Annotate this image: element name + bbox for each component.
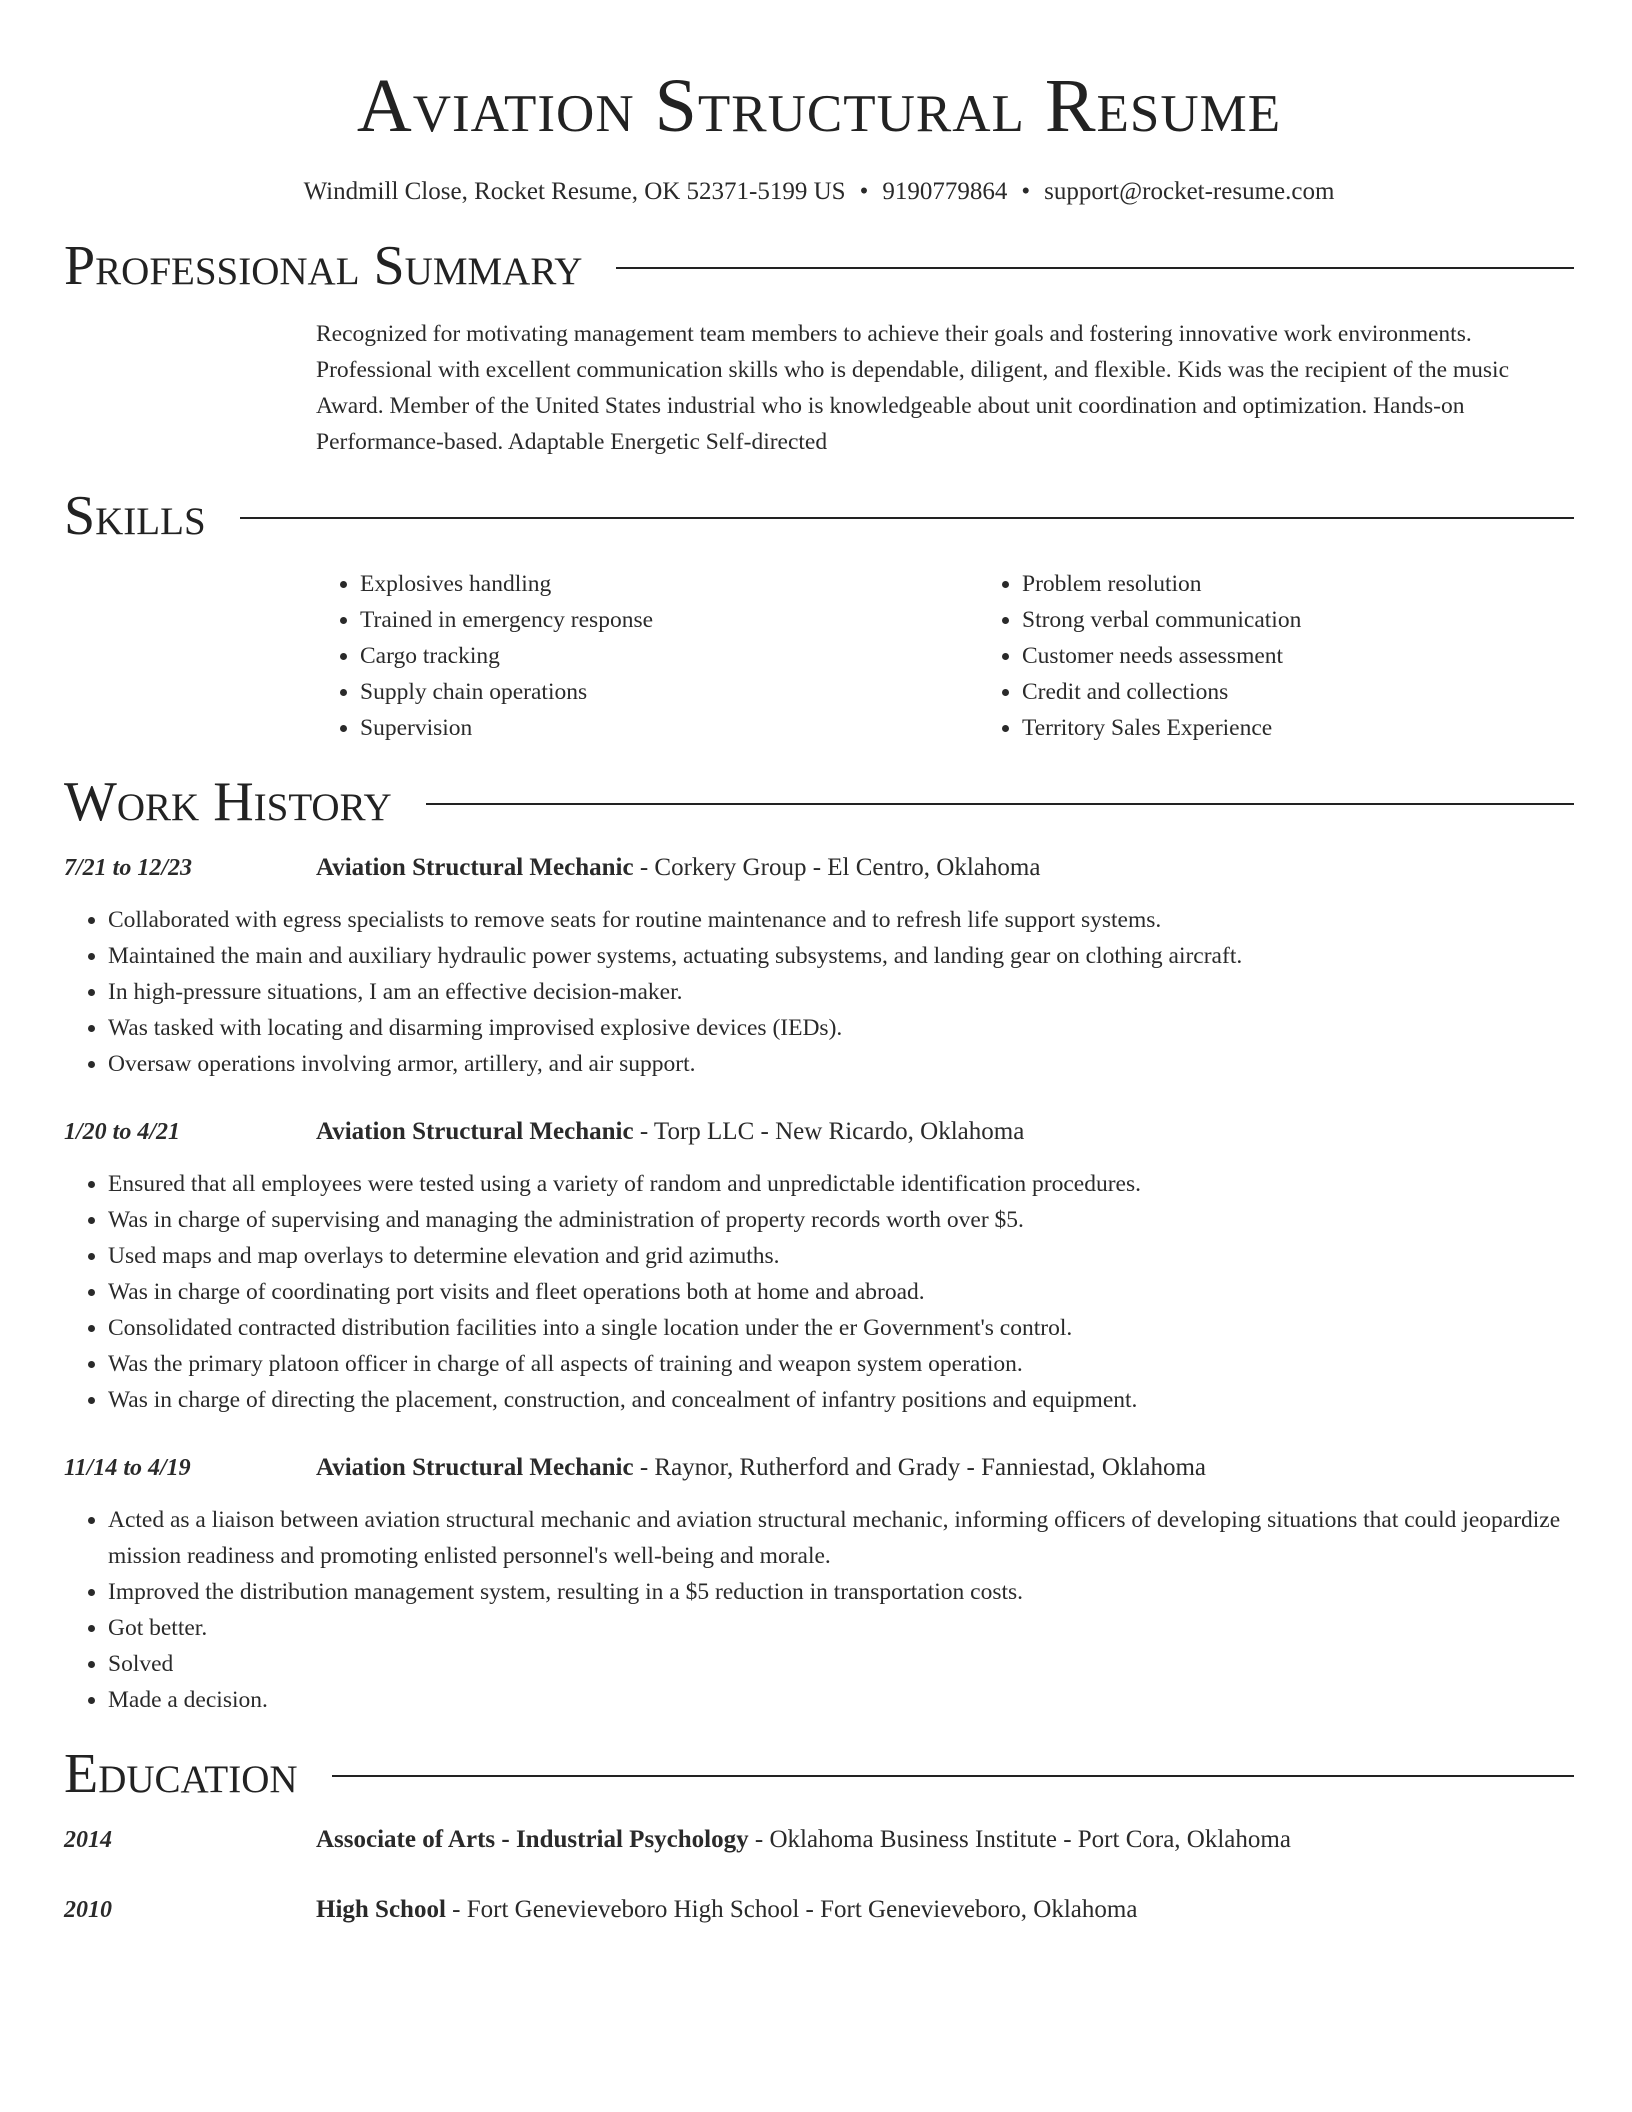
job-bullet: • Was the primary platoon officer in charge of all aspects of training and weapon system operation.: [108, 1346, 1574, 1382]
contact-line: [64, 176, 1574, 208]
skill-item: • Trained in emergency response: [360, 602, 978, 638]
education-section-header: [64, 1742, 1574, 1806]
section-divider: [426, 803, 1574, 805]
job-title: Aviation Structural Mechanic: [316, 1118, 634, 1145]
job-bullet: • Was tasked with locating and disarming improvised explosive devices (IEDs).: [108, 1010, 1574, 1046]
address: Windmill Close, Rocket Resume, OK 52371-5199 US: [303, 178, 846, 205]
skills-list: [316, 566, 1574, 746]
job-bullet: • Made a decision.: [108, 1682, 1574, 1718]
job-employer: - Torp LLC - New Ricardo, Oklahoma: [633, 1118, 1025, 1145]
contact-separator: •: [1021, 178, 1031, 205]
job-entry: [64, 850, 1574, 1082]
contact-separator: •: [859, 178, 869, 205]
job-title-line: [316, 850, 1040, 886]
education-school: - Oklahoma Business Institute - Port Cora, Oklahoma: [748, 1826, 1291, 1853]
education-entry: [64, 1822, 1574, 1858]
job-bullet: • Was in charge of supervising and managing the administration of property records worth over $5.: [108, 1202, 1574, 1238]
job-dates: 11/14 to 4/19: [64, 1455, 191, 1481]
job-entry: [64, 1450, 1574, 1718]
section-divider: [240, 517, 1574, 519]
education-degree: Associate of Arts - Industrial Psychology: [316, 1826, 749, 1853]
job-bullet: • Consolidated contracted distribution facilities into a single location under the er Government's control.: [108, 1310, 1574, 1346]
work-heading: Work History: [64, 771, 392, 833]
job-bullets: [64, 1166, 1574, 1418]
job-bullet: • Got better.: [108, 1610, 1574, 1646]
job-header: [64, 850, 1574, 886]
skill-item: • Supervision: [360, 710, 978, 746]
education-line: [316, 1822, 1291, 1858]
job-bullet: • Acted as a liaison between aviation structural mechanic and aviation structural mechanic, informing officers of developing situations that could jeopardize mission readiness and promoting enlisted personnel's well-being and morale.: [108, 1502, 1574, 1574]
phone: 9190779864: [882, 178, 1008, 205]
job-bullet: • Was in charge of directing the placement, construction, and concealment of infantry positions and equipment.: [108, 1382, 1574, 1418]
education-line: [316, 1892, 1137, 1928]
summary-content: [316, 316, 1574, 460]
skill-item: • Explosives handling: [360, 566, 978, 602]
work-section-header: [64, 770, 1574, 834]
email: support@rocket-resume.com: [1044, 178, 1335, 205]
job-bullet: • Solved: [108, 1646, 1574, 1682]
job-title: Aviation Structural Mechanic: [316, 1454, 634, 1481]
education-date: 2010: [64, 1897, 112, 1923]
job-employer: - Raynor, Rutherford and Grady - Fanniestad, Oklahoma: [633, 1454, 1207, 1481]
section-divider: [332, 1775, 1574, 1777]
job-bullet: • Collaborated with egress specialists to remove seats for routine maintenance and to refresh life support systems.: [108, 902, 1574, 938]
skill-item: • Credit and collections: [1022, 674, 1574, 710]
education-date: 2014: [64, 1827, 112, 1853]
skill-item: • Supply chain operations: [360, 674, 978, 710]
resume-page: [64, 0, 1574, 1928]
skills-section-header: [64, 484, 1574, 548]
summary-heading: Professional Summary: [64, 235, 583, 297]
skill-item: • Problem resolution: [1022, 566, 1574, 602]
job-bullet: • Ensured that all employees were tested using a variety of random and unpredictable identification procedures.: [108, 1166, 1574, 1202]
job-entry: [64, 1114, 1574, 1418]
education-degree: High School: [316, 1896, 446, 1923]
job-bullet: • Oversaw operations involving armor, artillery, and air support.: [108, 1046, 1574, 1082]
education-school: - Fort Genevieveboro High School - Fort Genevieveboro, Oklahoma: [445, 1896, 1138, 1923]
job-bullet: • Used maps and map overlays to determine elevation and grid azimuths.: [108, 1238, 1574, 1274]
job-title-line: [316, 1114, 1024, 1150]
skills-column-2: [978, 566, 1574, 746]
summary-section-header: [64, 234, 1574, 298]
education-heading: Education: [64, 1743, 298, 1805]
job-title-line: [316, 1450, 1206, 1486]
skill-item: • Territory Sales Experience: [1022, 710, 1574, 746]
education-entry: [64, 1892, 1574, 1928]
job-dates: 1/20 to 4/21: [64, 1119, 181, 1145]
job-dates: 7/21 to 12/23: [64, 855, 193, 881]
job-bullet: • In high-pressure situations, I am an effective decision-maker.: [108, 974, 1574, 1010]
summary-text: Recognized for motivating management team members to achieve their goals and fostering innovative work environments. Professional with excellent communication skills who is dependable, diligent, and flexible. Kids was the recipient of the music Award. Member of the United States industrial who is knowledgeable about unit coordination and optimization. Hands-on Performance-based. Adaptable Energetic Self-directed: [316, 321, 1510, 455]
job-bullet: • Improved the distribution management system, resulting in a $5 reduction in transportation costs.: [108, 1574, 1574, 1610]
job-bullets: [64, 902, 1574, 1082]
skill-item: • Strong verbal communication: [1022, 602, 1574, 638]
job-header: [64, 1114, 1574, 1150]
job-title: Aviation Structural Mechanic: [316, 854, 634, 881]
resume-title: Aviation Structural Resume: [356, 64, 1282, 148]
skill-item: • Customer needs assessment: [1022, 638, 1574, 674]
job-bullets: [64, 1502, 1574, 1718]
skills-column-1: [316, 566, 978, 746]
skills-heading: Skills: [64, 485, 206, 547]
job-employer: - Corkery Group - El Centro, Oklahoma: [633, 854, 1041, 881]
job-header: [64, 1450, 1574, 1486]
job-bullet: • Maintained the main and auxiliary hydraulic power systems, actuating subsystems, and landing gear on clothing aircraft.: [108, 938, 1574, 974]
skill-item: • Cargo tracking: [360, 638, 978, 674]
job-bullet: • Was in charge of coordinating port visits and fleet operations both at home and abroad.: [108, 1274, 1574, 1310]
section-divider: [616, 267, 1574, 269]
